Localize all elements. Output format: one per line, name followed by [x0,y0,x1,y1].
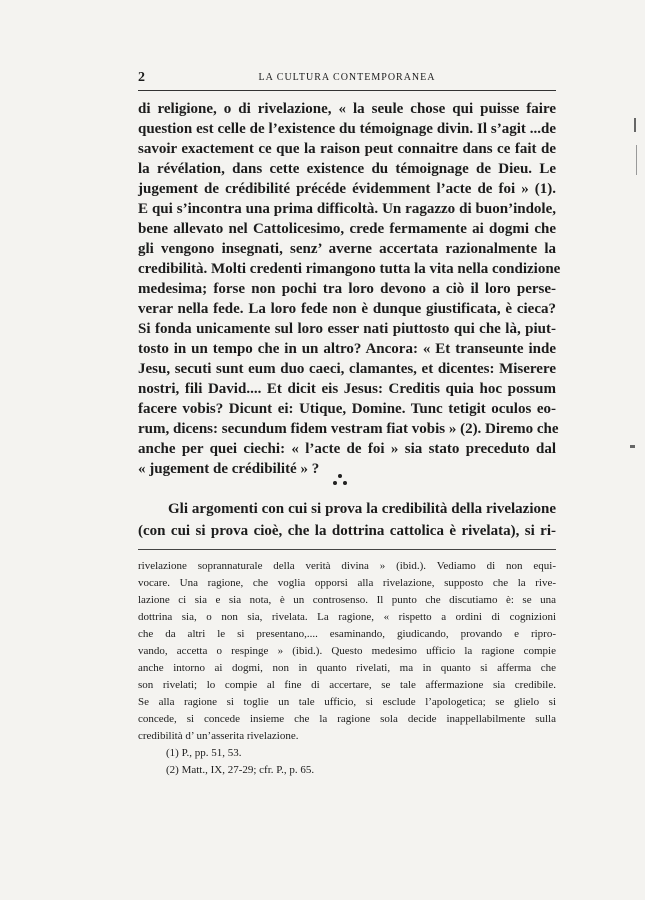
text-line: tosto in un tempo che in un altro? Ancora: « Et transeunte inde [138,341,556,357]
footnote-line: vando, accetta o respinge » (ibid.). Questo medesimo ufficio la ragione compie [138,645,556,657]
footnote-line: concede, si concede insieme che la ragione sola decide inappellabilmente sulla [138,713,556,725]
text-line: anche per quei ciechi: « l’acte de foi » sia stato preceduto dal [138,441,556,457]
text-line: credibilità. Molti credenti rimangono tutta la vita nella condizione [138,261,561,277]
footnote-line: vocare. Una ragione, che voglia opporsi alla rivelazione, supposto che la rive- [138,577,556,589]
footnote-line: Se alla ragione si toglie un tale ufficio, si esclude l’apologetica; se glielo si [138,696,556,708]
footnotes [138,558,556,779]
running-head: LA CULTURA CONTEMPORANEA [258,72,436,83]
text-line: (con cui si prova cioè, che la dottrina cattolica è rivelata), si ri- [138,523,556,539]
footnote-line: anche intorno ai dogmi, non in quanto rivelati, ma in quanto si afferma che [138,662,556,674]
section-ornament [326,474,356,494]
paragraph [138,498,556,542]
text-line: Gli argomenti con cui si prova la credibilità della rivelazione [168,501,556,517]
text-line: jugement de crédibilité précéde évidemment l’acte de foi » (1). [138,181,556,197]
text-line: di religione, o di rivelazione, « la seule chose qui puisse faire [138,101,556,117]
text-line: savoir exactement ce que la raison peut connaitre dans ce fait de [138,141,556,157]
text-line: gli vengono insegnati, senz’ averne accertata razionalmente la [138,241,556,257]
text-line: rum, dicens: secundum fidem vestram fiat vobis » (2). Diremo che [138,421,559,437]
footnote-line: son rivelati; lo compie al fine di accertare, se tale affermazione sia credibile. [138,679,556,691]
text-line: Jesu, secuti sunt eum duo caeci, clamantes, et dicentes: Miserere [138,361,556,377]
page-number: 2 [138,70,145,85]
scan-edge-mark [636,145,637,175]
main-text [138,99,561,479]
scan-edge-mark [634,118,636,132]
text-line: verar nella fede. La loro fede non è dunque giustificata, è cieca? [138,301,556,317]
text-line: nostri, fili David.... Et dicit eis Jesus: Creditis quia hoc possum [138,381,556,397]
text-line: bene allevato nel Cattolicesimo, crede fermamente ai dogmi che [138,221,556,237]
text-line: Si fonda unicamente sul loro esser nati piuttosto qui che là, piut- [138,321,556,337]
footnote-line: che da altri le si presentano,.... esaminando, giudicando, provando e ripro- [138,628,556,640]
footnote-line: lazione ci sia e sia nota, è un controsenso. Il punto che discutiamo è: se una [138,594,556,606]
text-line: la révélation, dans cette existence du témoignage de Dieu. Le [138,161,556,177]
footnote-2: (2) Matt., IX, 27-29; cfr. P., p. 65. [166,764,315,776]
footnote-1: (1) P., pp. 51, 53. [166,747,242,759]
text-line: question est celle de l’existence du témoignage divin. Il s’agit ...de [138,121,556,137]
footnote-line: credibilità d’ un’asserita rivelazione. [138,730,299,742]
scan-edge-mark [630,445,635,448]
footnote-line: dottrina sia, o non sia, rivelata. La ragione, « rispetto a ordini di cognizioni [138,611,556,623]
text-line: E qui s’incontra una prima difficoltà. Un ragazzo di buon’indole, [138,201,556,217]
footnote-divider [138,549,556,550]
footnote-line: rivelazione soprannaturale della verità divina » (ibid.). Vediamo di non equi- [138,560,556,572]
page-header [138,70,556,91]
text-line: facere vobis? Dicunt ei: Utique, Domine. Tunc tetigit oculos eo- [138,401,556,417]
text-line: « jugement de crédibilité » ? [138,461,320,477]
text-line: medesima; forse non pochi tra loro devono a ciò il loro perse- [138,281,556,297]
